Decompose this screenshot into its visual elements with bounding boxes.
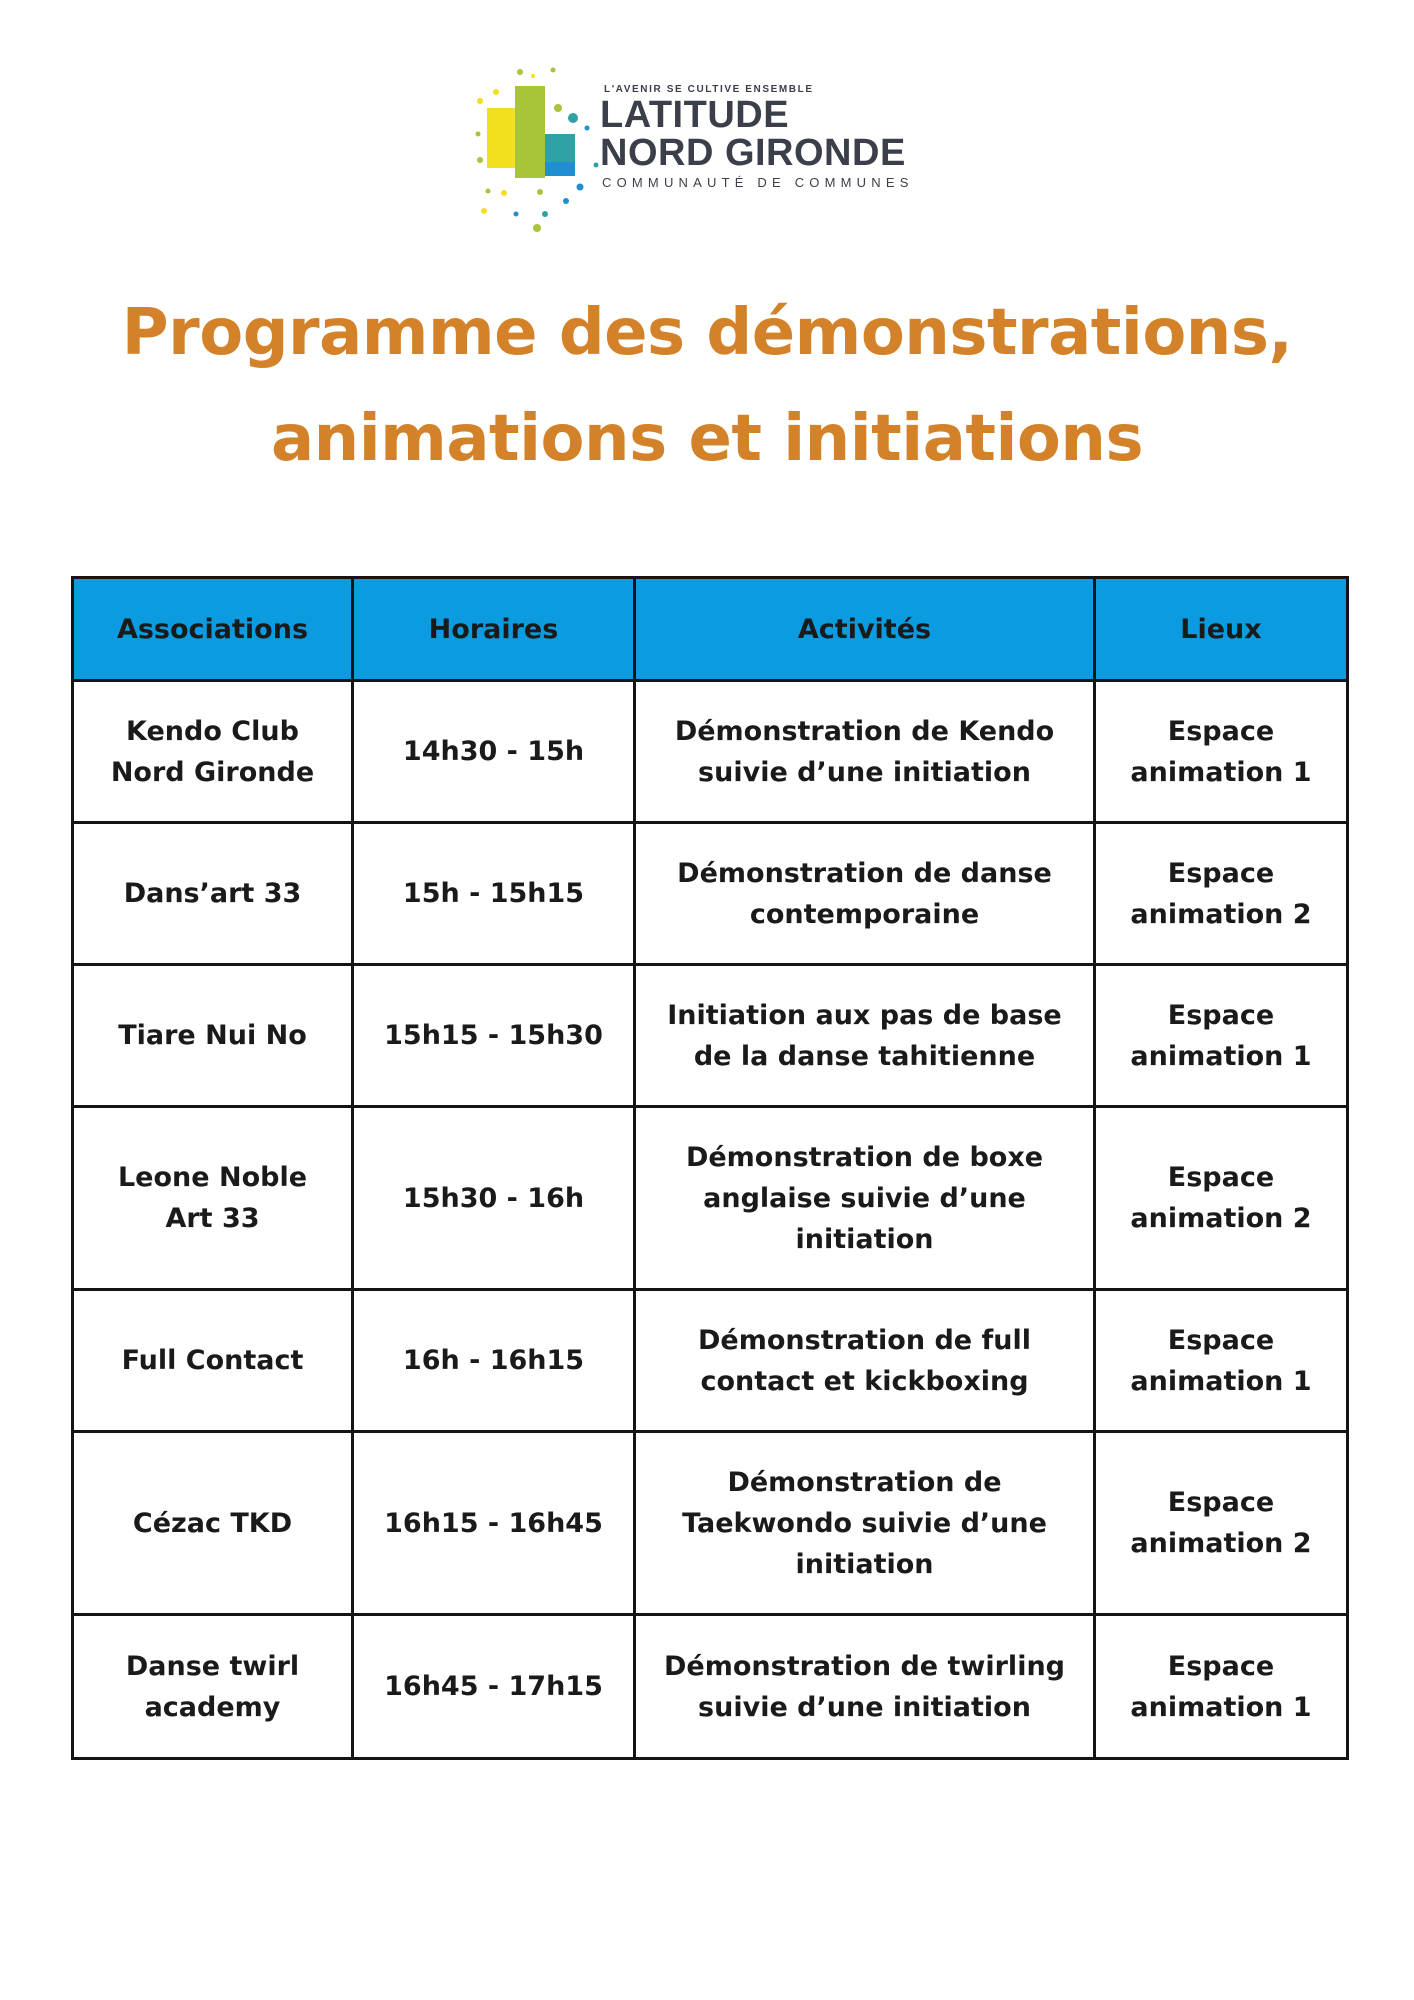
logo-tagline: L'AVENIR SE CULTIVE ENSEMBLE [604, 84, 814, 95]
schedule-table [71, 576, 1349, 1760]
association-cell: Dans’art 33 [73, 823, 353, 965]
table-row [73, 1432, 1348, 1615]
association-cell: Cézac TKD [73, 1432, 353, 1615]
table-row [73, 1290, 1348, 1432]
schedule-table-body [73, 681, 1348, 1759]
association-cell: Leone Noble Art 33 [73, 1107, 353, 1290]
table-row [73, 823, 1348, 965]
location-cell: Espace animation 2 [1095, 823, 1348, 965]
table-row [73, 681, 1348, 823]
association-cell: Kendo Club Nord Gironde [73, 681, 353, 823]
activity-cell: Démonstration de twirling suivie d’une initiation [635, 1615, 1095, 1759]
time-cell: 15h15 - 15h30 [353, 965, 635, 1107]
page-title [0, 280, 1414, 492]
location-cell: Espace animation 1 [1095, 965, 1348, 1107]
location-cell: Espace animation 2 [1095, 1107, 1348, 1290]
time-cell: 15h30 - 16h [353, 1107, 635, 1290]
schedule-table-header [73, 578, 1348, 681]
column-header-associations: Associations [73, 578, 353, 681]
location-cell: Espace animation 1 [1095, 1615, 1348, 1759]
time-cell: 16h15 - 16h45 [353, 1432, 635, 1615]
table-header-row [73, 578, 1348, 681]
time-cell: 16h45 - 17h15 [353, 1615, 635, 1759]
activity-cell: Démonstration de boxe anglaise suivie d’une initiation [635, 1107, 1095, 1290]
column-header-activites: Activités [635, 578, 1095, 681]
activity-cell: Démonstration de Kendo suivie d’une initiation [635, 681, 1095, 823]
association-cell: Tiare Nui No [73, 965, 353, 1107]
location-cell: Espace animation 1 [1095, 681, 1348, 823]
activity-cell: Démonstration de Taekwondo suivie d’une initiation [635, 1432, 1095, 1615]
activity-cell: Initiation aux pas de base de la danse tahitienne [635, 965, 1095, 1107]
association-cell: Full Contact [73, 1290, 353, 1432]
logo [470, 64, 970, 234]
logo-name-line1: LATITUDE [600, 94, 790, 136]
table-row [73, 965, 1348, 1107]
time-cell: 16h - 16h15 [353, 1290, 635, 1432]
association-cell: Danse twirl academy [73, 1615, 353, 1759]
column-header-lieux: Lieux [1095, 578, 1348, 681]
page-title-line2: animations et initiations [270, 402, 1144, 476]
latitude-nord-gironde-logo-icon [470, 64, 620, 234]
time-cell: 14h30 - 15h [353, 681, 635, 823]
page-title-line1: Programme des démonstrations, [121, 296, 1293, 370]
table-row [73, 1615, 1348, 1759]
activity-cell: Démonstration de danse contemporaine [635, 823, 1095, 965]
logo-subtitle: COMMUNAUTÉ DE COMMUNES [602, 175, 914, 190]
logo-wordmark [600, 84, 970, 190]
logo-name-line2: NORD GIRONDE [600, 132, 906, 174]
time-cell: 15h - 15h15 [353, 823, 635, 965]
column-header-horaires: Horaires [353, 578, 635, 681]
location-cell: Espace animation 2 [1095, 1432, 1348, 1615]
location-cell: Espace animation 1 [1095, 1290, 1348, 1432]
activity-cell: Démonstration de full contact et kickboxing [635, 1290, 1095, 1432]
table-row [73, 1107, 1348, 1290]
